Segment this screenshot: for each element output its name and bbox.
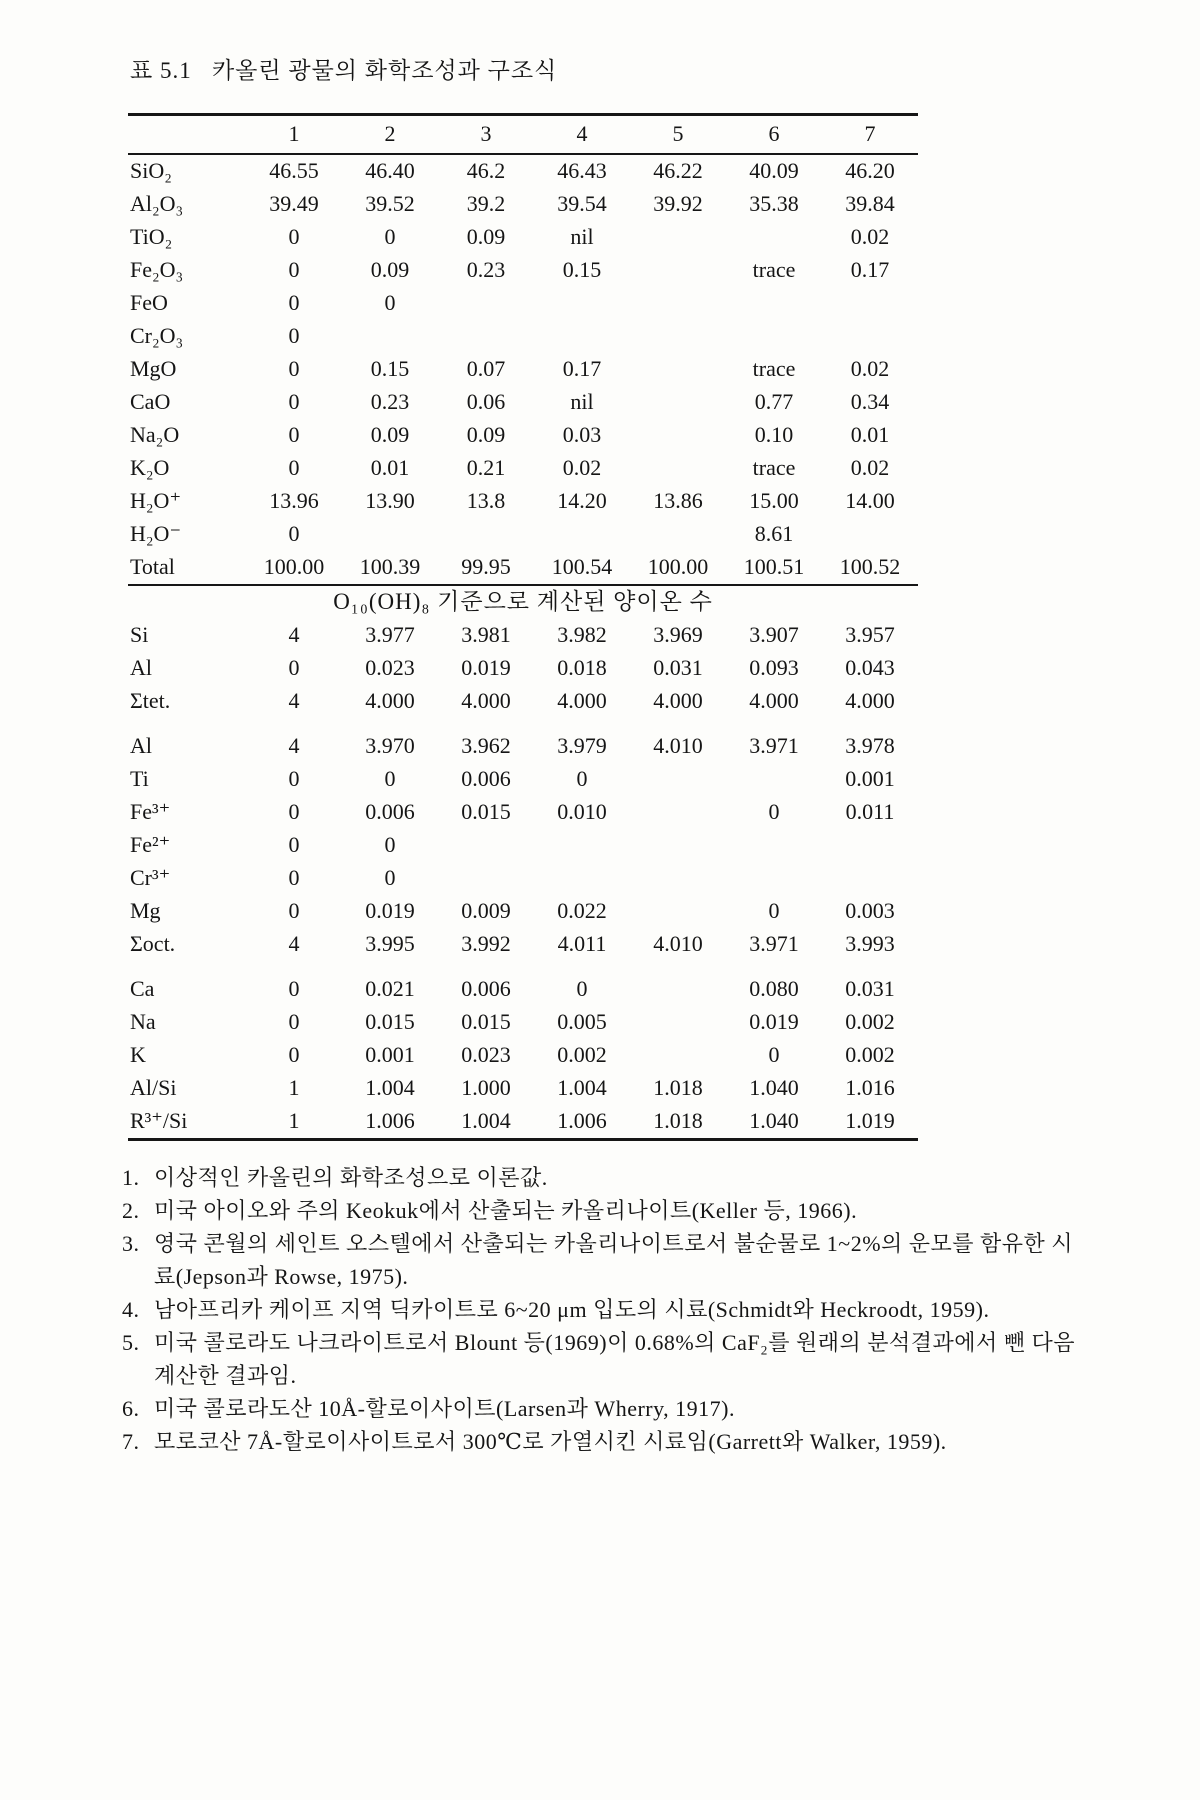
table-cell: 0 <box>288 422 300 447</box>
table-cell: 0.01 <box>850 422 890 447</box>
table-cell: 0 <box>288 389 300 414</box>
table-cell: 0 <box>288 976 300 1001</box>
table-cell: 0.15 <box>370 356 410 381</box>
table-cell: 0 <box>384 290 396 315</box>
table-cell: nil <box>570 389 594 414</box>
table-cell: 0.001 <box>365 1042 415 1067</box>
table-row <box>128 796 918 829</box>
table-cell: 0.09 <box>466 224 506 249</box>
table-cell: 100.54 <box>551 554 613 579</box>
footnote-item <box>122 1392 1087 1425</box>
table-cell: 3.971 <box>749 733 799 758</box>
oxide-rows-body <box>128 154 918 585</box>
table-cell: 0.09 <box>370 257 410 282</box>
row-label: Al <box>130 655 152 680</box>
table-cell: 0.10 <box>754 422 794 447</box>
table-cell: 0 <box>768 799 780 824</box>
table-cell <box>630 895 726 928</box>
footnote-text: 영국 콘월의 세인트 오스텔에서 산출되는 카올리나이트로서 불순물로 1~2%의 운모를 함유한 시료(Jepson과 Rowse, 1975). <box>154 1231 1074 1289</box>
table-cell: 14.00 <box>845 488 895 513</box>
table-row <box>128 188 918 221</box>
table-cell: 46.20 <box>845 158 895 183</box>
column-header: 5 <box>630 115 726 155</box>
header-row <box>128 115 918 155</box>
footnote-item <box>122 1326 1087 1392</box>
table-cell: 13.96 <box>269 488 319 513</box>
table-cell <box>822 862 918 895</box>
table-cell: 46.40 <box>365 158 415 183</box>
table-cell: 35.38 <box>749 191 799 216</box>
column-header: 6 <box>726 115 822 155</box>
table-cell: 0.031 <box>653 655 703 680</box>
table-title: 표 5.1 카올린 광물의 화학조성과 구조식 <box>130 58 558 83</box>
table-cell: 4.011 <box>557 931 607 956</box>
table-cell <box>534 320 630 353</box>
table-row <box>128 419 918 452</box>
table-row <box>128 763 918 796</box>
table-cell: nil <box>570 224 594 249</box>
table-cell: 0.23 <box>370 389 410 414</box>
table-cell <box>630 386 726 419</box>
table-row <box>128 154 918 188</box>
footnote-item <box>122 1293 1087 1326</box>
table-cell: 0.015 <box>461 799 511 824</box>
table-cell: 0.002 <box>845 1009 895 1034</box>
table-cell: 0 <box>288 832 300 857</box>
table-cell: 0.07 <box>466 356 506 381</box>
table-cell: 0 <box>288 356 300 381</box>
table-cell: 1.004 <box>365 1075 415 1100</box>
row-label: Σoct. <box>130 931 176 956</box>
table-cell: 0.17 <box>850 257 890 282</box>
table-cell: 39.52 <box>365 191 415 216</box>
table-cell <box>438 320 534 353</box>
table-cell: 0 <box>288 1042 300 1067</box>
table-row <box>128 928 918 961</box>
table-cell: 1.018 <box>653 1075 703 1100</box>
section-header: O₁₀(OH)₈ 기준으로 계산된 양이온 수 <box>128 585 918 619</box>
table-cell: 3.995 <box>365 931 415 956</box>
table-cell: 0.02 <box>850 455 890 480</box>
table-cell: 0 <box>768 1042 780 1067</box>
table-header <box>128 115 918 155</box>
table-cell: 1.004 <box>557 1075 607 1100</box>
row-label: K <box>130 1042 146 1067</box>
table-cell: 0 <box>288 224 300 249</box>
table-cell: 4 <box>288 733 300 758</box>
table-cell <box>726 287 822 320</box>
table-cell: 3.957 <box>845 622 895 647</box>
row-label: Fe²⁺ <box>130 832 171 857</box>
table-cell: 0.019 <box>749 1009 799 1034</box>
table-cell: 14.20 <box>557 488 607 513</box>
table-cell: 0.031 <box>845 976 895 1001</box>
table-cell <box>630 353 726 386</box>
table-cell <box>630 452 726 485</box>
footnote-text: 모로코산 7Å-할로이사이트로서 300℃로 가열시킨 시료임(Garrett와 Walker, 1959). <box>154 1429 947 1454</box>
table-row <box>128 961 918 1006</box>
row-label: Ti <box>130 766 149 791</box>
table-cell: 0.34 <box>850 389 890 414</box>
table-row <box>128 1039 918 1072</box>
table-cell <box>726 763 822 796</box>
footnote-text: 미국 아이오와 주의 Keokuk에서 산출되는 카올리나이트(Keller 등, 1966). <box>154 1198 858 1223</box>
cation-rows-body <box>128 619 918 1140</box>
table-cell: 39.49 <box>269 191 319 216</box>
table-cell: trace <box>752 356 796 381</box>
column-header: 3 <box>438 115 534 155</box>
table-cell: 0.001 <box>845 766 895 791</box>
row-label: Al₂O₃ <box>130 191 184 216</box>
table-cell <box>630 763 726 796</box>
column-header: 2 <box>342 115 438 155</box>
footnote-text: 미국 콜로라도산 10Å-할로이사이트(Larsen과 Wherry, 1917). <box>154 1396 736 1421</box>
table-cell: 1.019 <box>845 1108 895 1133</box>
table-cell <box>726 320 822 353</box>
table-cell: 0.018 <box>557 655 607 680</box>
table-cell: 3.992 <box>461 931 511 956</box>
table-row <box>128 619 918 652</box>
table-cell: 0 <box>576 976 588 1001</box>
footnote-number: 6. <box>122 1396 140 1421</box>
table-cell <box>726 862 822 895</box>
section-header-body <box>128 585 918 619</box>
table-cell: 4.010 <box>653 931 703 956</box>
table-cell: 1.000 <box>461 1075 511 1100</box>
table-cell: 0.02 <box>850 356 890 381</box>
footnote-number: 2. <box>122 1198 140 1223</box>
table-cell <box>822 518 918 551</box>
footnote-text: 남아프리카 케이프 지역 딕카이트로 6~20 μm 입도의 시료(Schmidt와 Heckroodt, 1959). <box>154 1297 990 1322</box>
table-cell: 0.019 <box>365 898 415 923</box>
row-label: Al <box>130 733 152 758</box>
table-cell: 99.95 <box>461 554 511 579</box>
table-cell: 4.000 <box>461 688 511 713</box>
table-cell: 39.92 <box>653 191 703 216</box>
table-cell: 4.010 <box>653 733 703 758</box>
table-cell: 3.979 <box>557 733 607 758</box>
table-cell: 100.39 <box>359 554 421 579</box>
table-cell: trace <box>752 257 796 282</box>
footnote-item <box>122 1161 1087 1194</box>
table-cell: 0 <box>384 865 396 890</box>
table-cell: 100.51 <box>743 554 805 579</box>
table-cell <box>726 829 822 862</box>
row-label: TiO₂ <box>130 224 173 249</box>
row-label: FeO <box>130 290 168 315</box>
section-header-row <box>128 585 918 619</box>
row-label: Ca <box>130 976 155 1001</box>
table-cell: 3.993 <box>845 931 895 956</box>
table-cell: 3.978 <box>845 733 895 758</box>
table-cell: 1.006 <box>365 1108 415 1133</box>
table-row <box>128 320 918 353</box>
table-cell: 46.55 <box>269 158 319 183</box>
row-label: Cr₂O₃ <box>130 323 184 348</box>
row-label: H₂O⁺ <box>130 488 182 513</box>
table-cell <box>438 518 534 551</box>
table-cell: 0.015 <box>365 1009 415 1034</box>
table-cell: 1.006 <box>557 1108 607 1133</box>
table-cell <box>438 829 534 862</box>
table-cell: 0.01 <box>370 455 410 480</box>
table-cell <box>534 829 630 862</box>
footnote-number: 7. <box>122 1429 140 1454</box>
footnotes <box>122 1161 1087 1458</box>
table-cell: 100.00 <box>263 554 325 579</box>
table-cell <box>534 287 630 320</box>
table-cell: 0 <box>288 521 300 546</box>
table-cell <box>822 320 918 353</box>
table-cell: trace <box>752 455 796 480</box>
table-cell: 0 <box>384 224 396 249</box>
table-row <box>128 718 918 763</box>
table-cell <box>630 796 726 829</box>
table-cell: 13.8 <box>466 488 506 513</box>
table-cell: 100.52 <box>839 554 901 579</box>
table-cell <box>630 254 726 287</box>
table-cell: 3.969 <box>653 622 703 647</box>
table-cell <box>630 862 726 895</box>
table-cell: 0 <box>288 799 300 824</box>
table-cell <box>438 287 534 320</box>
table-cell: 0 <box>288 290 300 315</box>
table-cell: 4.000 <box>653 688 703 713</box>
table-cell: 1 <box>288 1075 300 1100</box>
table-row <box>128 518 918 551</box>
table-cell: 40.09 <box>749 158 799 183</box>
table-cell <box>342 320 438 353</box>
table-cell: 3.982 <box>557 622 607 647</box>
table-cell: 0.005 <box>557 1009 607 1034</box>
table-cell: 0.021 <box>365 976 415 1001</box>
table-cell <box>534 518 630 551</box>
table-row <box>128 386 918 419</box>
table-cell: 0.002 <box>557 1042 607 1067</box>
table-cell: 4.000 <box>845 688 895 713</box>
table-cell: 0.009 <box>461 898 511 923</box>
table-row <box>128 485 918 518</box>
table-cell: 0.02 <box>850 224 890 249</box>
footnote-number: 1. <box>122 1165 140 1190</box>
row-label-header <box>128 115 246 155</box>
row-label: K₂O <box>130 455 170 480</box>
table-cell <box>630 961 726 1006</box>
table-cell <box>438 862 534 895</box>
table-cell <box>630 829 726 862</box>
table-cell: 0.02 <box>562 455 602 480</box>
table-cell: 3.977 <box>365 622 415 647</box>
footnote-text: 이상적인 카올린의 화학조성으로 이론값. <box>154 1165 548 1190</box>
table-cell <box>630 419 726 452</box>
row-label: Al/Si <box>130 1075 177 1100</box>
table-cell: 46.22 <box>653 158 703 183</box>
table-cell: 0.006 <box>461 766 511 791</box>
table-cell <box>630 287 726 320</box>
table-row <box>128 452 918 485</box>
table-cell: 1.040 <box>749 1075 799 1100</box>
column-header: 7 <box>822 115 918 155</box>
table-cell <box>822 287 918 320</box>
table-cell: 0 <box>288 455 300 480</box>
table-cell: 4 <box>288 622 300 647</box>
table-row <box>128 551 918 585</box>
table-cell: 0 <box>288 865 300 890</box>
table-cell: 0 <box>288 257 300 282</box>
table-cell: 0 <box>288 655 300 680</box>
table-cell: 0 <box>384 832 396 857</box>
table-cell: 0.003 <box>845 898 895 923</box>
row-label: Σtet. <box>130 688 171 713</box>
table-cell: 0.06 <box>466 389 506 414</box>
table-cell: 39.54 <box>557 191 607 216</box>
footnote-number: 3. <box>122 1231 140 1256</box>
footnote-text: 미국 콜로라도 나크라이트로서 Blount 등(1969)이 0.68%의 CaF₂를 원래의 분석결과에서 뺀 다음 계산한 결과임. <box>154 1330 1076 1388</box>
table-cell: 1.016 <box>845 1075 895 1100</box>
row-label: MgO <box>130 356 177 381</box>
table-row <box>128 895 918 928</box>
table-cell: 0 <box>768 898 780 923</box>
table-cell: 39.84 <box>845 191 895 216</box>
table-cell: 0 <box>384 766 396 791</box>
table-cell: 4 <box>288 688 300 713</box>
table-cell: 13.86 <box>653 488 703 513</box>
table-cell: 8.61 <box>754 521 794 546</box>
table-cell: 3.970 <box>365 733 415 758</box>
table-cell: 46.43 <box>557 158 607 183</box>
table-cell: 0.080 <box>749 976 799 1001</box>
table-row <box>128 353 918 386</box>
table-cell: 39.2 <box>466 191 506 216</box>
table-cell: 0.09 <box>466 422 506 447</box>
table-cell: 0.21 <box>466 455 506 480</box>
table-cell <box>726 221 822 254</box>
row-label: R³⁺/Si <box>130 1108 188 1133</box>
table-row <box>128 221 918 254</box>
table-cell <box>342 518 438 551</box>
footnote-item <box>122 1227 1087 1293</box>
row-label: Mg <box>130 898 161 923</box>
table-cell: 0.023 <box>461 1042 511 1067</box>
table-cell: 0 <box>288 323 300 348</box>
table-cell: 1.018 <box>653 1108 703 1133</box>
table-cell: 0.019 <box>461 655 511 680</box>
table-cell: 0.03 <box>562 422 602 447</box>
table-row <box>128 1072 918 1105</box>
table-cell: 15.00 <box>749 488 799 513</box>
table-row <box>128 287 918 320</box>
table-cell: 4.000 <box>557 688 607 713</box>
table-cell: 1.040 <box>749 1108 799 1133</box>
table-cell: 3.962 <box>461 733 511 758</box>
row-label: H₂O⁻ <box>130 521 182 546</box>
table-cell: 1.004 <box>461 1108 511 1133</box>
row-label: Cr³⁺ <box>130 865 171 890</box>
table-cell <box>630 221 726 254</box>
table-row <box>128 652 918 685</box>
footnote-number: 5. <box>122 1330 140 1355</box>
table-cell: 0.043 <box>845 655 895 680</box>
table-cell: 4.000 <box>365 688 415 713</box>
table-cell <box>630 1006 726 1039</box>
table-cell: 4 <box>288 931 300 956</box>
table-cell: 0 <box>576 766 588 791</box>
table-cell: 0.17 <box>562 356 602 381</box>
table-row <box>128 685 918 718</box>
table-cell: 3.971 <box>749 931 799 956</box>
table-row <box>128 829 918 862</box>
table-cell: 0.011 <box>845 799 895 824</box>
footnote-item <box>122 1194 1087 1227</box>
table-cell: 0.09 <box>370 422 410 447</box>
table-row <box>128 1006 918 1039</box>
table-cell <box>630 1039 726 1072</box>
table-row <box>128 1105 918 1140</box>
column-header: 4 <box>534 115 630 155</box>
table-cell: 0 <box>288 766 300 791</box>
table-cell <box>822 829 918 862</box>
footnote-item <box>122 1425 1087 1458</box>
table-row <box>128 254 918 287</box>
row-label: Na₂O <box>130 422 180 447</box>
row-label: Fe³⁺ <box>130 799 171 824</box>
table-cell: 3.907 <box>749 622 799 647</box>
table-cell: 0.15 <box>562 257 602 282</box>
row-label: SiO₂ <box>130 158 172 183</box>
table-cell: 0.006 <box>461 976 511 1001</box>
table-cell: 0.093 <box>749 655 799 680</box>
table-cell <box>534 862 630 895</box>
table-cell: 13.90 <box>365 488 415 513</box>
table-row <box>128 862 918 895</box>
table-cell: 0.010 <box>557 799 607 824</box>
table-cell: 0.002 <box>845 1042 895 1067</box>
table-cell <box>630 518 726 551</box>
row-label: CaO <box>130 389 171 414</box>
table-cell: 0.77 <box>754 389 794 414</box>
row-label: Fe₂O₃ <box>130 257 184 282</box>
footnote-number: 4. <box>122 1297 140 1322</box>
column-header: 1 <box>246 115 342 155</box>
table-cell: 4.000 <box>749 688 799 713</box>
table-cell: 0.015 <box>461 1009 511 1034</box>
row-label: Si <box>130 622 149 647</box>
table-cell: 0.022 <box>557 898 607 923</box>
table-cell: 0 <box>288 1009 300 1034</box>
row-label: Total <box>130 554 175 579</box>
table-cell: 100.00 <box>647 554 709 579</box>
table-cell: 0 <box>288 898 300 923</box>
table-cell: 3.981 <box>461 622 511 647</box>
table-cell: 46.2 <box>466 158 506 183</box>
table-cell <box>630 320 726 353</box>
table-cell: 0.006 <box>365 799 415 824</box>
table-cell: 0.23 <box>466 257 506 282</box>
composition-table <box>128 113 918 1141</box>
table-cell: 1 <box>288 1108 300 1133</box>
table-cell: 0.023 <box>365 655 415 680</box>
row-label: Na <box>130 1009 156 1034</box>
